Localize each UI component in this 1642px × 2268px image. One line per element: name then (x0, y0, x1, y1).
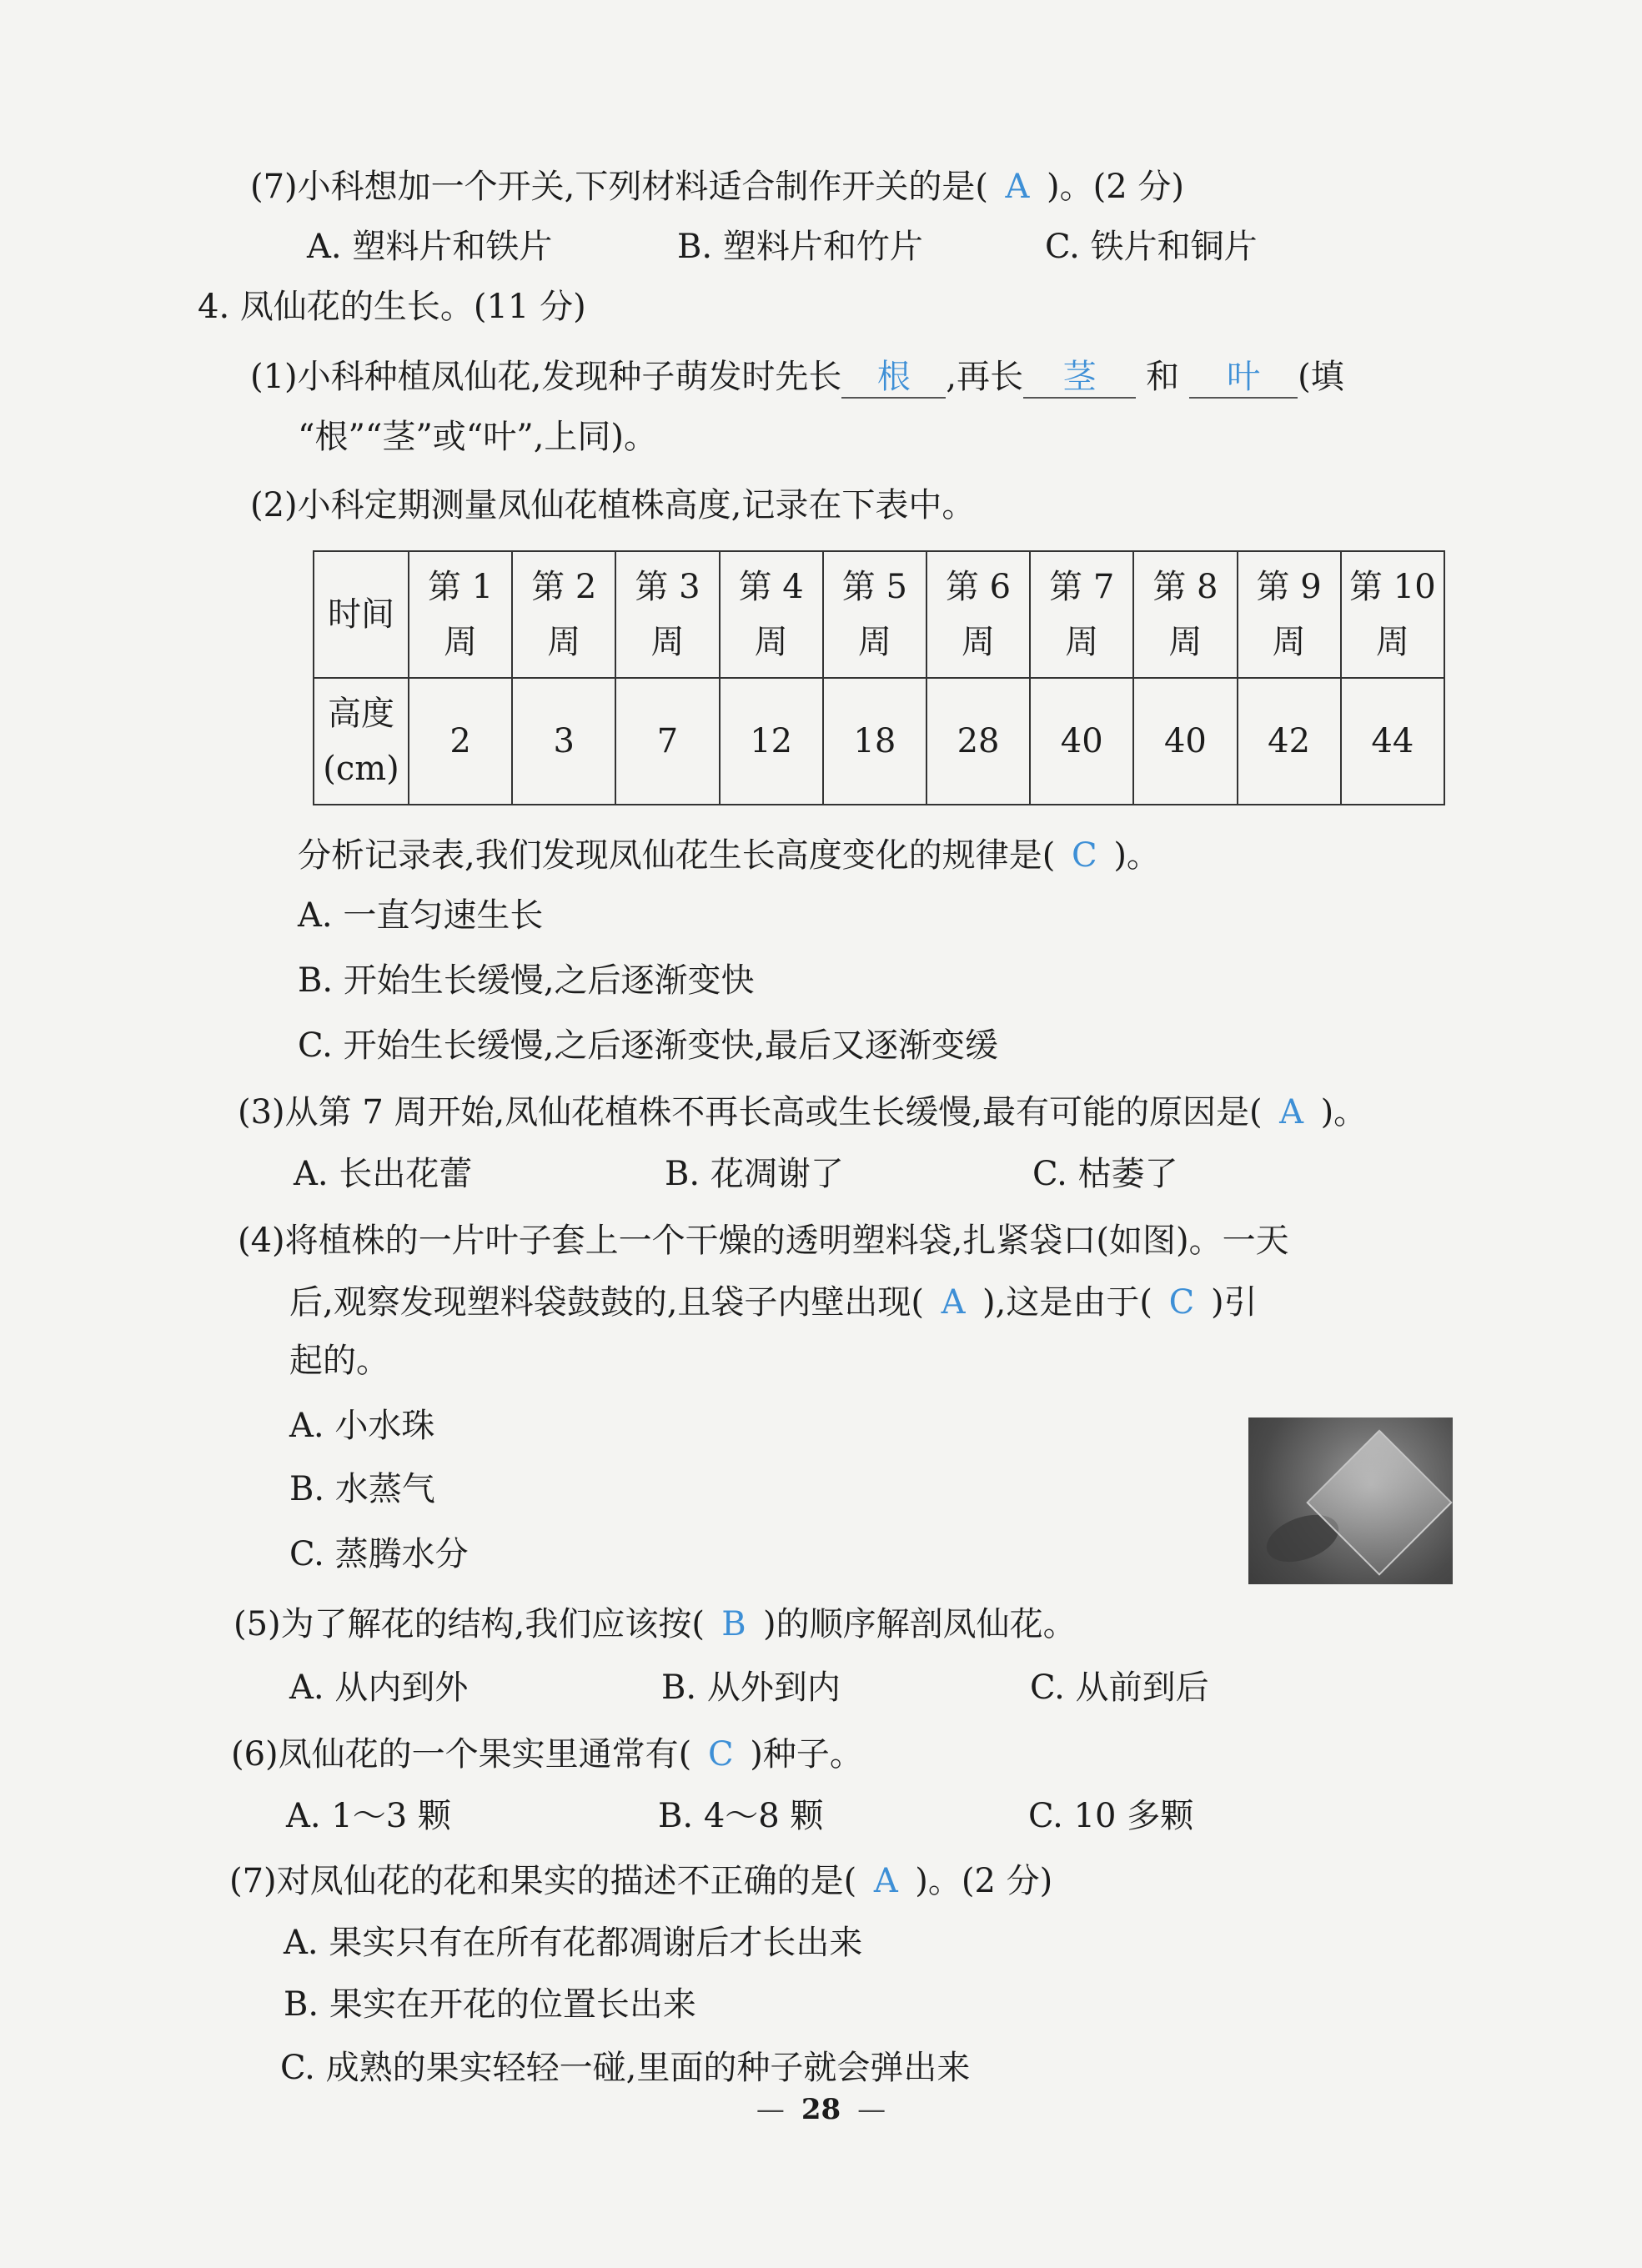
table-cell-week-7: 第 7 周 (1030, 551, 1133, 678)
table-cell-week-2: 第 2 周 (512, 551, 615, 678)
table-cell-height: 40 (1030, 678, 1133, 805)
table-header-height: 高度 (cm) (314, 678, 409, 805)
q3-7-stem: (7)小科想加一个开关,下列材料适合制作开关的是( A )。(2 分) (250, 163, 1184, 210)
q4-5-option-c: C. 从前到后 (1030, 1668, 1209, 1707)
table-row-height (314, 678, 1444, 805)
table-row-time (314, 551, 1444, 678)
q4-2-option-b: B. 开始生长缓慢,之后逐渐变快 (298, 961, 755, 1000)
q4-2-stem: (2)小科定期测量凤仙花植株高度,记录在下表中。 (250, 486, 976, 524)
q4-7-answer: A (873, 1862, 898, 1900)
table-cell-week-8: 第 8 周 (1133, 551, 1237, 678)
q4-4-option-b: B. 水蒸气 (289, 1470, 435, 1508)
q4-1-line-2: “根”“茎”或“叶”,上同)。 (298, 418, 658, 456)
table-header-time: 时间 (314, 551, 409, 678)
table-cell-week-4: 第 4 周 (720, 551, 823, 678)
table-cell-height: 28 (926, 678, 1030, 805)
table-cell-height: 40 (1133, 678, 1237, 805)
q3-7-option-c: C. 铁片和铜片 (1045, 228, 1258, 266)
table-cell-week-1: 第 1 周 (409, 551, 512, 678)
q4-title: 4. 凤仙花的生长。(11 分) (198, 288, 586, 326)
q3-7-option-b: B. 塑料片和竹片 (677, 228, 923, 266)
table-cell-height: 7 (615, 678, 719, 805)
q4-2-answer: C (1072, 836, 1097, 875)
q4-5-option-b: B. 从外到内 (661, 1668, 841, 1707)
q3-7-answer: A (1005, 168, 1030, 206)
q4-4-option-a: A. 小水珠 (289, 1407, 435, 1445)
q4-3-option-b: B. 花凋谢了 (665, 1155, 844, 1193)
table-cell-height: 2 (409, 678, 512, 805)
q4-3-option-c: C. 枯萎了 (1032, 1155, 1178, 1193)
table-cell-week-9: 第 9 周 (1238, 551, 1341, 678)
q4-4-line-3: 起的。 (289, 1342, 389, 1380)
q4-5-option-a: A. 从内到外 (289, 1668, 469, 1707)
q4-7-stem: (7)对凤仙花的花和果实的描述不正确的是( A )。(2 分) (229, 1858, 1052, 1904)
q4-6-option-b: B. 4～8 颗 (658, 1797, 824, 1835)
q4-2-option-a: A. 一直匀速生长 (298, 896, 544, 935)
q4-3-option-a: A. 长出花蕾 (294, 1155, 473, 1193)
q4-5-stem: (5)为了解花的结构,我们应该按( B )的顺序解剖凤仙花。 (233, 1601, 1077, 1648)
table-cell-week-10: 第 10 周 (1341, 551, 1444, 678)
q4-2-option-c: C. 开始生长缓慢,之后逐渐变快,最后又逐渐变缓 (298, 1026, 999, 1065)
height-record-table (313, 550, 1445, 805)
table-cell-height: 44 (1341, 678, 1444, 805)
page-footer: — 28 — (756, 2093, 886, 2126)
q4-1-blank-3: 叶 (1189, 357, 1298, 399)
q4-6-option-c: C. 10 多颗 (1028, 1797, 1194, 1835)
q4-3-answer: A (1279, 1093, 1304, 1131)
table-cell-height: 3 (512, 678, 615, 805)
q4-4-option-c: C. 蒸腾水分 (289, 1535, 469, 1573)
page-number: 28 (801, 2093, 841, 2126)
table-cell-height: 12 (720, 678, 823, 805)
q4-5-answer: B (721, 1605, 746, 1643)
q4-6-answer: C (707, 1735, 734, 1774)
q4-4-line-2: 后,观察发现塑料袋鼓鼓的,且袋子内壁出现( A ),这是由于( C )引 (289, 1279, 1258, 1326)
q4-4-answer-1: A (941, 1283, 966, 1322)
q4-4-answer-2: C (1168, 1283, 1195, 1322)
table-cell-week-5: 第 5 周 (823, 551, 926, 678)
q4-6-option-a: A. 1～3 颗 (286, 1797, 451, 1835)
q4-4-line-1: (4)将植株的一片叶子套上一个干燥的透明塑料袋,扎紧袋口(如图)。一天 (238, 1222, 1289, 1260)
q3-7-option-a: A. 塑料片和铁片 (307, 228, 553, 266)
table-cell-week-6: 第 6 周 (926, 551, 1030, 678)
table-cell-height: 18 (823, 678, 926, 805)
q4-3-stem: (3)从第 7 周开始,凤仙花植株不再长高或生长缓慢,最有可能的原因是( A )。 (238, 1089, 1367, 1136)
q4-7-option-b: B. 果实在开花的位置长出来 (284, 1985, 696, 2024)
q4-1-blank-2: 茎 (1023, 357, 1136, 399)
q4-7-option-a: A. 果实只有在所有花都凋谢后才长出来 (284, 1924, 863, 1962)
table-cell-week-3: 第 3 周 (615, 551, 719, 678)
plastic-bag-leaf-photo (1248, 1418, 1453, 1584)
q4-6-stem: (6)凤仙花的一个果实里通常有( C )种子。 (231, 1731, 863, 1778)
q4-1-stem: (1)小科种植凤仙花,发现种子萌发时先长 根 ,再长 茎 和 叶 (填 (250, 354, 1344, 400)
table-cell-height: 42 (1238, 678, 1341, 805)
q4-1-blank-1: 根 (841, 357, 946, 399)
q4-2-analysis: 分析记录表,我们发现凤仙花生长高度变化的规律是( C )。 (298, 832, 1160, 879)
q4-7-option-c: C. 成熟的果实轻轻一碰,里面的种子就会弹出来 (280, 2049, 971, 2087)
